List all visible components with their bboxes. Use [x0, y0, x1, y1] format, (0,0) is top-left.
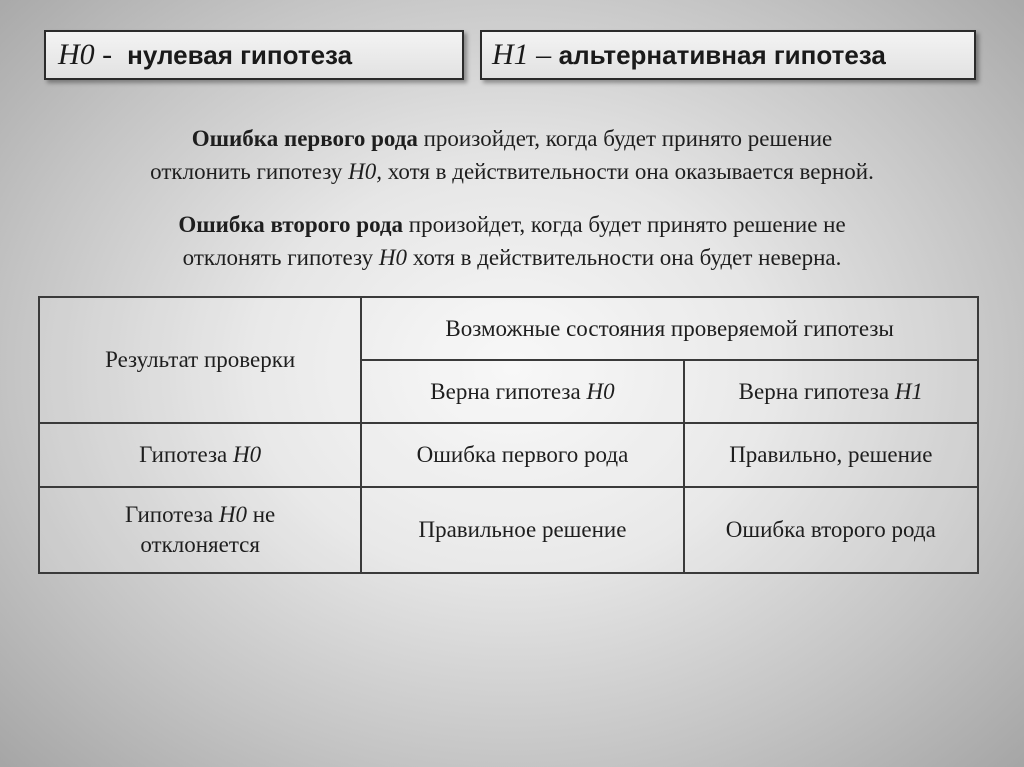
type1-line2-end: хотя в действительности она оказывается верной. — [382, 159, 874, 184]
row1-h1-cell: Правильно, решение — [684, 423, 978, 487]
type1-line2-start: отклонить гипотезу — [150, 159, 349, 184]
col-h1-true-cell — [684, 360, 978, 423]
type2-line1-rest: произойдет, когда будет принято решение не — [403, 212, 846, 237]
h0-symbol: H0 - — [58, 38, 113, 71]
row2-h0-cell: Правильное решение — [361, 487, 683, 573]
row1-label-symbol: H0 — [233, 442, 262, 467]
h1-symbol: H1 – — [492, 38, 552, 71]
row1-label-text: Гипотеза — [139, 442, 233, 467]
row2-label-text: Гипотеза — [125, 502, 219, 527]
table-row — [39, 423, 978, 487]
type2-line2-end: хотя в действительности она будет неверна. — [406, 245, 842, 270]
row1-label-cell — [39, 423, 361, 487]
type2-line2-start: отклонять гипотезу — [182, 245, 379, 270]
type1-line1-rest: произойдет, когда будет принято решение — [417, 126, 833, 151]
type1-error-definition — [20, 122, 1004, 188]
decision-table — [38, 296, 979, 574]
row2-label-symbol: H0 — [218, 502, 247, 527]
h0-definition-box — [44, 30, 464, 80]
type2-error-definition — [20, 208, 1004, 274]
type2-h0-symbol: H0 — [378, 245, 407, 270]
table-row — [39, 487, 978, 573]
h1-definition-box — [480, 30, 976, 80]
col-h1-text: Верна гипотеза — [738, 378, 895, 404]
row2-label-after: не — [246, 502, 276, 527]
result-header-cell: Результат проверки — [39, 297, 361, 423]
col-h1-symbol: H1 — [894, 378, 923, 404]
type2-error-term: Ошибка второго рода — [178, 212, 404, 237]
states-header-cell: Возможные состояния проверяемой гипотезы — [361, 297, 978, 360]
h1-name: альтернативная гипотеза — [558, 39, 886, 70]
row2-label-line2: отклоняется — [140, 532, 260, 557]
row1-h0-cell: Ошибка первого рода — [361, 423, 683, 487]
col-h0-symbol: H0 — [586, 378, 615, 404]
type1-h0-symbol: H0, — [348, 159, 382, 184]
col-h0-true-cell — [361, 360, 683, 423]
type1-error-term: Ошибка первого рода — [191, 126, 418, 151]
table-header-row — [39, 297, 978, 360]
h0-name: нулевая гипотеза — [127, 39, 353, 70]
col-h0-text: Верна гипотеза — [430, 378, 587, 404]
row2-h1-cell: Ошибка второго рода — [684, 487, 978, 573]
row2-label-cell — [39, 487, 361, 573]
